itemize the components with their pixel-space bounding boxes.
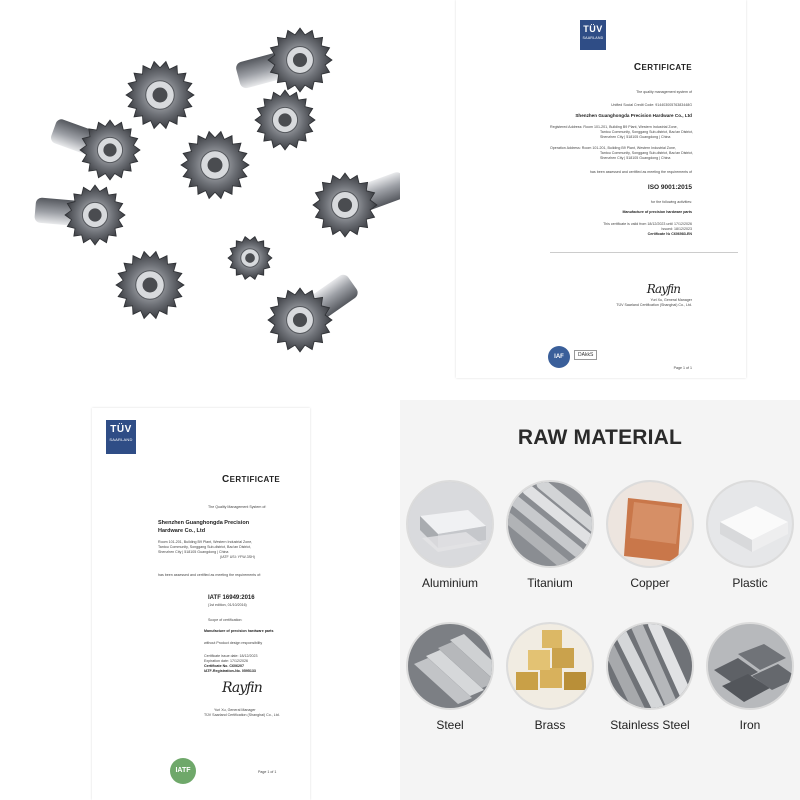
material-plastic	[704, 480, 796, 590]
cert-number: Certificate № C606983-EN	[647, 232, 692, 236]
cert-address-3: Shenzhen City | 518105 Guangdong | China	[158, 550, 229, 554]
aluminium-image	[406, 480, 494, 568]
cert-op-address-1: Operation Address: Room 101-201, Building B9 Plant, Western Industrial Zone,	[550, 146, 676, 150]
iaf-logo: IAF	[548, 346, 570, 368]
cert-iatf-number: IATF-Registration-No. 0595133	[204, 669, 256, 673]
cert-company-2: Hardware Co., Ltd	[158, 528, 206, 534]
signature-image: Rayfin	[646, 282, 680, 296]
cert-reg-address-3: Shenzhen City | 518105 Guangdong | China	[600, 135, 671, 139]
cert-number: Certificate No. C606207	[204, 664, 244, 668]
titanium-image	[506, 480, 594, 568]
dakks-logo: DAkkS	[574, 350, 597, 360]
material-label: Copper	[630, 576, 670, 590]
raw-material-title: RAW MATERIAL	[517, 426, 683, 449]
tuv-logo	[580, 20, 606, 50]
material-label: Aluminium	[421, 576, 478, 590]
cert-activities: for the following activities:	[651, 200, 692, 204]
cert-scope: Manufacture of precision hardware parts	[622, 210, 692, 214]
cert-op-address-2: Tantou Community, Songgang Sub-district, Bao'an District,	[600, 151, 694, 155]
cert-intro: The Quality Management System of:	[208, 505, 267, 509]
tuv-logo-text: TÜV	[110, 424, 132, 435]
bevel-gear-with-shaft	[34, 185, 125, 245]
iatf-16949-certificate	[92, 408, 310, 800]
bevel-gear	[181, 132, 249, 199]
cert-company: Shenzhen Guanghongda Precision Hardware Co., Ltd	[575, 113, 692, 118]
material-titanium	[504, 480, 596, 590]
iso-certificate-panel	[400, 0, 800, 400]
material-label: Steel	[436, 718, 464, 732]
cert-company-1: Shenzhen Guanghongda Precision	[158, 520, 250, 526]
cert-valid: This certificate is valid from 18/12/2023 until 17/12/2026	[603, 222, 692, 226]
material-iron	[704, 622, 796, 732]
brass-image	[506, 622, 594, 710]
tuv-logo-text: TÜV	[583, 24, 603, 34]
material-stainless-steel	[604, 622, 696, 732]
bevel-gear-with-shaft	[268, 272, 360, 352]
iatf-certificate-panel	[0, 400, 400, 800]
material-aluminium	[404, 480, 496, 590]
cert-address-2: Tantou Community, Songgang Sub-district, Bao'an District,	[158, 545, 252, 549]
iatf-logo: IATF	[170, 758, 196, 784]
bevel-gear	[228, 237, 272, 280]
cert-address-4: (IATF USI: YFW-3SH)	[220, 555, 255, 559]
cert-reg-address-1: Registered Address: Room 101-201, Building B9 Plant, Western Industrial Zone,	[550, 125, 678, 129]
cert-standard: ISO 9001:2015	[647, 184, 692, 191]
material-label: Stainless Steel	[610, 718, 690, 732]
cert-issue-date: Certificate issue date: 18/12/2023	[204, 654, 258, 658]
cert-assessed: has been assessed and certified as meeting the requirements of:	[158, 573, 262, 577]
tuv-logo-subtext: SAARLAND	[109, 437, 133, 442]
cert-issued: Issued: 18/12/2023	[661, 227, 692, 231]
cert-page: Page 1 of 1	[258, 770, 277, 774]
cert-standard: IATF 16949:2016	[208, 595, 255, 601]
bevel-gear-with-shaft	[49, 118, 140, 180]
cert-exclusion: without Product design responsibility	[204, 641, 263, 645]
cert-intro: The quality management system of	[636, 90, 692, 94]
cert-scope-label: Scope of certification:	[208, 618, 243, 622]
material-steel	[404, 622, 496, 732]
plastic-image	[706, 480, 794, 568]
material-copper	[604, 480, 696, 590]
bevel-gear-with-shaft	[313, 170, 400, 237]
cert-scope: Manufacture of precision hardware parts	[204, 629, 274, 633]
cert-reg-address-2: Tantou Community, Songgang Sub-district, Bao'an District,	[600, 130, 694, 134]
steel-image	[406, 622, 494, 710]
signature-image: Rayfin	[222, 680, 262, 696]
cert-page: Page 1 of 1	[673, 366, 692, 370]
cert-body: TÜV Saarland Certification (Shanghai) Co., Ltd.	[616, 303, 692, 307]
certificate-title: CERTIFICATE	[633, 62, 692, 73]
gears-illustration	[0, 0, 400, 400]
bevel-gear-with-shaft	[235, 28, 332, 92]
cert-body: TÜV Saarland Certification (Shanghai) Co., Ltd.	[204, 713, 280, 717]
bevel-gears-photo	[0, 0, 400, 400]
cert-credit-code: Unified Social Credit Code: 91440300576383448G	[611, 103, 692, 107]
iron-image	[706, 622, 794, 710]
cert-address-1: Room 101-201, Building B9 Plant, Western Industrial Zone,	[158, 540, 253, 544]
bevel-gear	[116, 252, 184, 319]
raw-material-panel	[400, 400, 800, 800]
material-brass	[504, 622, 596, 732]
material-label: Titanium	[527, 576, 573, 590]
cert-signer: Yuri Xu, General Manager	[650, 298, 692, 302]
cert-divider	[550, 252, 738, 253]
iso-9001-certificate	[456, 0, 746, 378]
tuv-logo	[106, 420, 136, 454]
cert-op-address-3: Shenzhen City | 518105 Guangdong | China	[600, 156, 671, 160]
stainless-steel-image	[606, 622, 694, 710]
material-label: Iron	[739, 718, 761, 732]
material-label: Brass	[534, 718, 566, 732]
cert-expiry: Expiration date: 17/12/2026	[204, 659, 248, 663]
bevel-gear	[126, 62, 194, 129]
material-label: Plastic	[732, 576, 768, 590]
tuv-logo-subtext: SAARLAND	[582, 36, 604, 40]
bevel-gear	[255, 90, 315, 150]
certificate-title: CERTIFICATE	[222, 474, 281, 485]
cert-edition: (1st edition, 01/10/2016)	[208, 603, 247, 607]
cert-signer: Yuri Xu, General Manager	[214, 708, 256, 712]
copper-image	[606, 480, 694, 568]
cert-assessed: has been assessed and certified as meeting the requirements of	[589, 170, 692, 174]
